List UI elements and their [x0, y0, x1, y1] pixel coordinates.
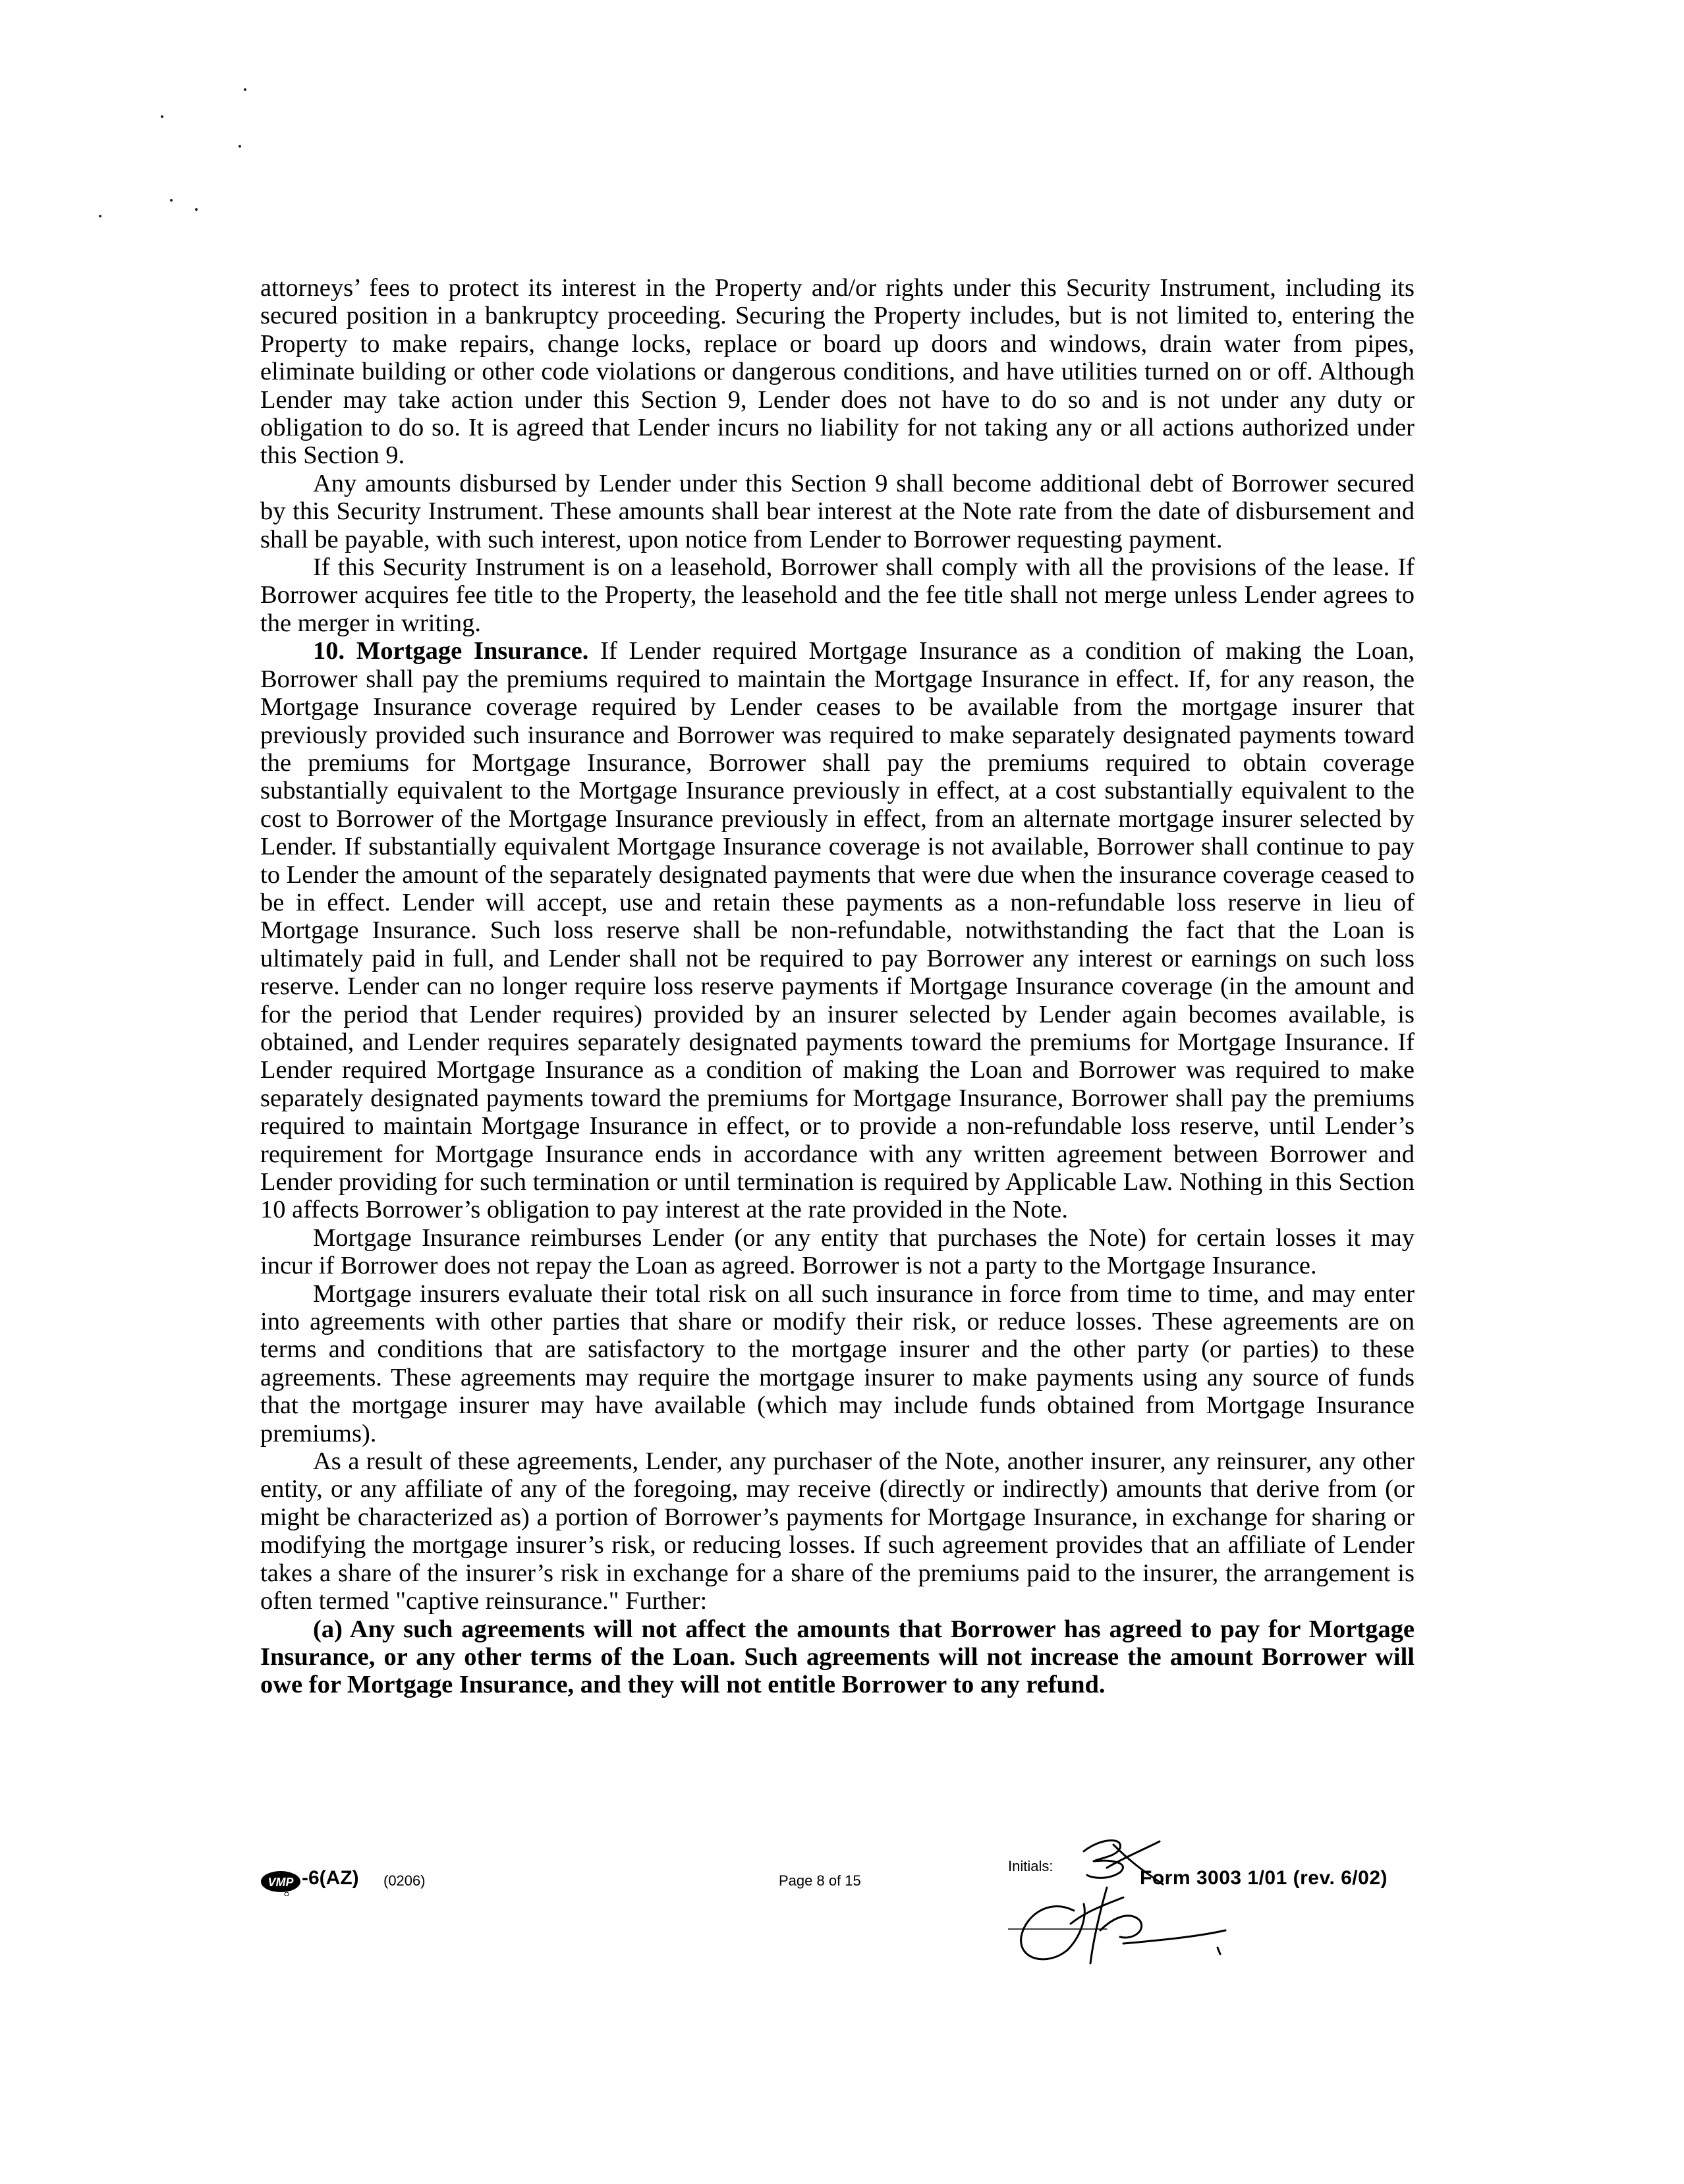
- document-body: [260, 274, 1415, 1699]
- paragraph-mi-insurers: Mortgage insurers evaluate their total risk on all such insurance in force from time to time, and may enter into agreements with other parties that share or modify their risk, or reduce losses. These agreements are on terms and conditions that are satisfactory to the mortgage insurer and the other party (or parties) to these agreements. These agreements may require the mortgage insurer to make payments using any source of funds that the mortgage insurer may have available (which may include funds obtained from Mortgage Insurance premiums).: [260, 1279, 1415, 1447]
- paragraph-attorneys-fees: attorneys’ fees to protect its interest in the Property and/or rights under this Security Instrument, including its secured position in a bankruptcy proceeding. Securing the Property includes, but is not limited to, entering the Property to make repairs, change locks, replace or board up doors and windows, drain water from pipes, eliminate building or other code violations or dangerous conditions, and have utilities turned on or off. Although Lender may take action under this Section 9, Lender does not have to do so and is not under any duty or obligation to do so. It is agreed that Lender incurs no liability for not taking any or all actions authorized under this Section 9.: [260, 274, 1415, 470]
- paragraph-mortgage-insurance: [260, 637, 1415, 1224]
- vmp-logo-text: VMP: [267, 1876, 294, 1889]
- section-text-mortgage-insurance: If Lender required Mortgage Insurance as a condition of making the Loan, Borrower shall pay the premiums required to maintain the Mortgage Insurance in effect. If, for any reason, the Mortgage Insurance coverage required by Lender ceases to be available from the mortgage insurer that previously provided such insurance and Borrower was required to make separately designated payments toward the premiums for Mortgage Insurance, Borrower shall pay the premiums required to obtain coverage substantially equivalent to the Mortgage Insurance previously in effect, at a cost substantially equivalent to the cost to Borrower of the Mortgage Insurance previously in effect, from an alternate mortgage insurer selected by Lender. If substantially equivalent Mortgage Insurance coverage is not available, Borrower shall continue to pay to Lender the amount of the separately designated payments that were due when the insurance coverage ceased to be in effect. Lender will accept, use and retain these payments as a non-refundable loss reserve in lieu of Mortgage Insurance. Such loss reserve shall be non-refundable, notwithstanding the fact that the Loan is ultimately paid in full, and Lender shall not be required to pay Borrower any interest or earnings on such loss reserve. Lender can no longer require loss reserve payments if Mortgage Insurance coverage (in the amount and for the period that Lender requires) provided by an insurer selected by Lender again becomes available, is obtained, and Lender requires separately designated payments toward the premiums for Mortgage Insurance. If Lender required Mortgage Insurance as a condition of making the Loan and Borrower was required to make separately designated payments toward the premiums for Mortgage Insurance, Borrower shall pay the premiums required to maintain Mortgage Insurance in effect, or to provide a non-refundable loss reserve, until Lender’s requirement for Mortgage Insurance ends in accordance with any written agreement between Borrower and Lender providing for such termination or until termination is required by Applicable Law. Nothing in this Section 10 affects Borrower’s obligation to pay interest at the rate provided in the Note.: [260, 637, 1415, 1224]
- scan-speck: [244, 88, 246, 91]
- initials-label: Initials:: [1008, 1858, 1053, 1874]
- page-footer: [0, 1832, 1684, 2003]
- scan-speck: [99, 215, 101, 217]
- initials-signature: [1008, 1832, 1245, 1976]
- section-heading-mortgage-insurance: 10. Mortgage Insurance.: [313, 637, 589, 665]
- form-code: -6(AZ): [302, 1867, 359, 1889]
- paragraph-captive-reinsurance: As a result of these agreements, Lender, any purchaser of the Note, another insurer, any reinsurer, any other entity, or any affiliate of any of the foregoing, may receive (directly or indirectly) amounts that derive from (or might be characterized as) a portion of Borrower’s payments for Mortgage Insurance, in exchange for sharing or modifying the mortgage insurer’s risk, or reducing losses. If such agreement provides that an affiliate of Lender takes a share of the insurer’s risk in exchange for a share of the premiums paid to the insurer, the arrangement is often termed "captive reinsurance." Further:: [260, 1447, 1415, 1615]
- scan-speck: [161, 115, 163, 118]
- paragraph-clause-a: (a) Any such agreements will not affect the amounts that Borrower has agreed to pay for Mortgage Insurance, or any other terms of the Loan. Such agreements will not increase the amount Borrower will owe for Mortgage Insurance, and they will not entitle Borrower to any refund.: [260, 1615, 1415, 1699]
- page-number: Page 8 of 15: [779, 1872, 861, 1889]
- paragraph-mi-reimburses: Mortgage Insurance reimburses Lender (or any entity that purchases the Note) for certain losses it may incur if Borrower does not repay the Loan as agreed. Borrower is not a party to the Mortgage Insurance.: [260, 1223, 1415, 1280]
- scan-speck: [195, 208, 198, 211]
- form-number: Form 3003 1/01 (rev. 6/02): [1140, 1867, 1388, 1889]
- vmp-logo-icon: [260, 1870, 301, 1896]
- paragraph-leasehold: If this Security Instrument is on a leasehold, Borrower shall comply with all the provisions of the lease. If Borrower acquires fee title to the Property, the leasehold and the fee title shall not merge unless Lender agrees to the merger in writing.: [260, 553, 1415, 637]
- form-code-date: (0206): [383, 1872, 426, 1889]
- paragraph-amounts-disbursed: Any amounts disbursed by Lender under this Section 9 shall become additional debt of Borrower secured by this Security Instrument. These amounts shall bear interest at the Note rate from the date of disbursement and shall be payable, with such interest, upon notice from Lender to Borrower requesting payment.: [260, 469, 1415, 553]
- scan-speck: [170, 199, 173, 202]
- scan-speck: [239, 145, 241, 148]
